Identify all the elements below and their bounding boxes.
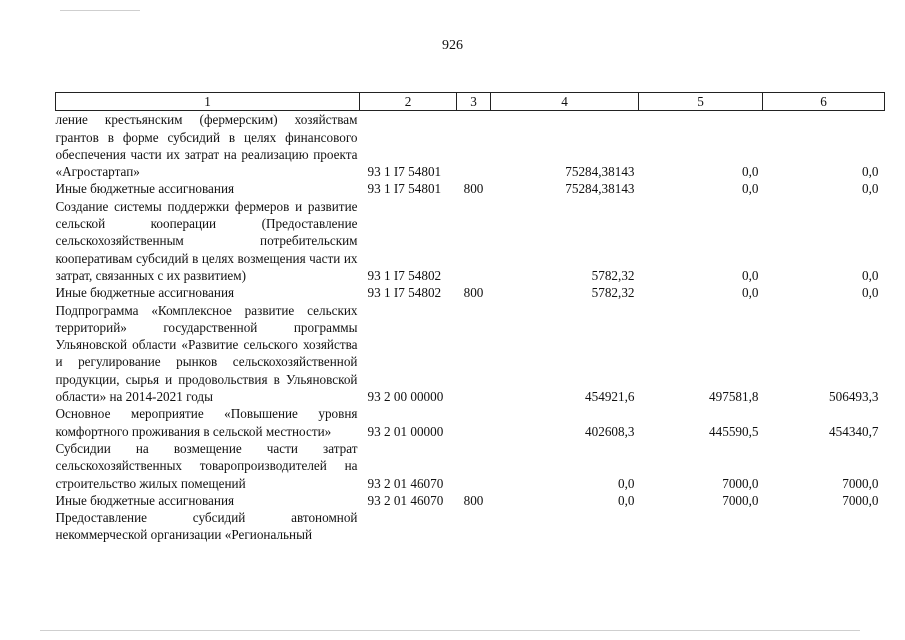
row-code: 93 2 00 00000	[367, 389, 444, 405]
row-value-5: 0,0	[742, 267, 759, 283]
row-value-5: 7000,0	[722, 475, 759, 491]
row-name: ление крестьянским (фермерским) хозяйствам грантов в форме субсидий в целях финансового обеспечения части их затрат на реализацию проекта «Агростартап»	[55, 112, 358, 180]
table-header	[56, 93, 885, 111]
row-value-5: 445590,5	[709, 423, 759, 439]
row-value-4: 402608,3	[585, 423, 635, 439]
row-value-6: 0,0	[862, 285, 879, 301]
row-value-4: 75284,38143	[565, 164, 635, 180]
row-value-5: 7000,0	[722, 492, 759, 508]
column-header-3: 3	[457, 93, 491, 111]
row-value-5	[639, 509, 763, 544]
row-value-6	[763, 509, 885, 544]
budget-table	[55, 92, 885, 544]
row-value-4: 5782,32	[591, 285, 635, 301]
row-value-6: 0,0	[862, 164, 879, 180]
row-expense-type: 800	[463, 285, 484, 301]
row-value-4: 5782,32	[591, 267, 635, 283]
row-value-4: 75284,38143	[565, 181, 635, 197]
column-header-6: 6	[763, 93, 885, 111]
row-value-6: 0,0	[862, 267, 879, 283]
row-code: 93 2 01 46070	[367, 492, 444, 508]
row-value-4: 0,0	[618, 475, 635, 491]
row-name: Основное мероприятие «Повышение уровня комфортного проживания в сельской местности»	[55, 406, 358, 439]
row-expense-type: 800	[463, 492, 484, 508]
row-name: Предоставление субсидий автономной некоммерческой организации «Региональный	[55, 510, 358, 543]
table-row	[56, 492, 885, 509]
row-value-5: 497581,8	[709, 389, 759, 405]
row-expense-type	[457, 302, 491, 406]
column-header-4: 4	[491, 93, 639, 111]
row-value-6: 506493,3	[829, 389, 879, 405]
table-row	[56, 198, 885, 284]
table-row	[56, 440, 885, 492]
row-name: Иные бюджетные ассигнования	[55, 492, 235, 508]
table-row	[56, 111, 885, 181]
table-row	[56, 509, 885, 544]
row-name: Иные бюджетные ассигнования	[55, 285, 235, 301]
table-row	[56, 180, 885, 197]
row-value-5: 0,0	[742, 181, 759, 197]
row-value-6: 7000,0	[842, 475, 879, 491]
row-expense-type: 800	[463, 181, 484, 197]
row-name: Подпрограмма «Комплексное развитие сельских территорий» государственной программы Ульяновской области «Развитие сельского хозяйства и регулирование рынков сельскохозяйственной продукции, сырья и продовольствия в Ульяновской области» на 2014-2021 годы	[55, 302, 358, 405]
row-value-5: 0,0	[742, 285, 759, 301]
row-value-4	[491, 509, 639, 544]
row-expense-type	[457, 405, 491, 440]
scan-artifact-top	[60, 10, 140, 11]
page-number: 926	[442, 38, 463, 53]
table-row	[56, 405, 885, 440]
row-code: 93 1 I7 54802	[367, 285, 442, 301]
row-value-5: 0,0	[742, 164, 759, 180]
row-name: Иные бюджетные ассигнования	[55, 181, 235, 197]
row-value-4: 454921,6	[585, 389, 635, 405]
scan-artifact-bottom	[40, 630, 860, 631]
row-code: 93 1 I7 54801	[367, 181, 442, 197]
row-expense-type	[457, 198, 491, 284]
row-value-6: 454340,7	[829, 423, 879, 439]
row-value-6: 0,0	[862, 181, 879, 197]
row-code	[360, 509, 457, 544]
row-expense-type	[457, 509, 491, 544]
row-expense-type	[457, 111, 491, 181]
row-code: 93 2 01 00000	[367, 423, 444, 439]
row-code: 93 1 I7 54802	[367, 267, 442, 283]
row-code: 93 1 I7 54801	[367, 164, 442, 180]
row-code: 93 2 01 46070	[367, 475, 444, 491]
row-value-6: 7000,0	[842, 492, 879, 508]
row-name: Субсидии на возмещение части затрат сельскохозяйственных товаропроизводителей на строительство жилых помещений	[55, 440, 358, 491]
column-header-1: 1	[56, 93, 360, 111]
table-row	[56, 284, 885, 301]
row-name: Создание системы поддержки фермеров и развитие сельской кооперации (Предоставление сельскохозяйственным потребительским кооперативам субсидий в целях возмещения части их затрат, связанных с их развитием)	[55, 198, 358, 283]
row-value-4: 0,0	[618, 492, 635, 508]
column-header-5: 5	[639, 93, 763, 111]
table-body	[56, 111, 885, 544]
table-row	[56, 302, 885, 406]
column-header-2: 2	[360, 93, 457, 111]
row-expense-type	[457, 440, 491, 492]
